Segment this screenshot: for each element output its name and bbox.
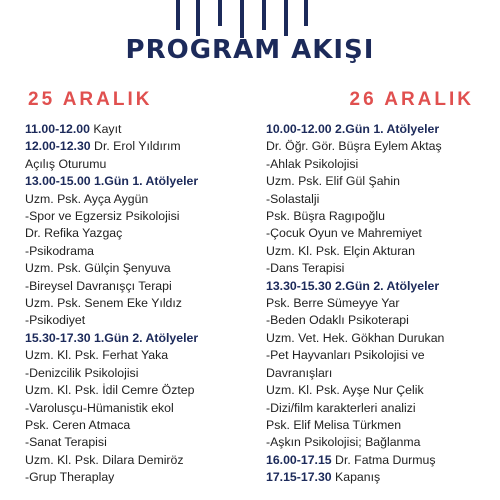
schedule-line bbox=[25, 295, 257, 312]
schedule-text: Dr. Erol Yıldırım bbox=[90, 139, 181, 154]
schedule-text: Uzm. Psk. Senem Eke Yıldız bbox=[25, 296, 182, 311]
schedule-line bbox=[266, 434, 498, 451]
schedule-text: Dr. Refika Yazgaç bbox=[25, 226, 123, 241]
schedule-line bbox=[266, 469, 498, 486]
schedule-text: -Beden Odaklı Psikoterapi bbox=[266, 313, 409, 328]
schedule-line bbox=[266, 417, 498, 434]
schedule-text: Uzm. Kl. Psk. Dilara Demiröz bbox=[25, 452, 184, 467]
schedule-time: 17.15-17.30 bbox=[266, 470, 332, 485]
schedule-column-day-2 bbox=[266, 121, 498, 487]
schedule-text: -Spor ve Egzersiz Psikolojisi bbox=[25, 209, 180, 224]
schedule-time: 13.30-15.30 2.Gün 2. Atölyeler bbox=[266, 278, 440, 293]
schedule-line bbox=[25, 347, 257, 364]
schedule-line bbox=[266, 365, 498, 382]
schedule-line bbox=[25, 260, 257, 277]
schedule-line bbox=[266, 260, 498, 277]
schedule-text: Uzm. Kl. Psk. İdil Cemre Öztep bbox=[25, 383, 195, 398]
schedule-line bbox=[25, 121, 257, 138]
schedule-text: Kayıt bbox=[89, 122, 122, 136]
schedule-line bbox=[25, 469, 257, 486]
schedule-column-day-1 bbox=[25, 121, 257, 487]
schedule-text: Uzm. Kl. Psk. Elçin Akturan bbox=[266, 243, 415, 258]
schedule-text: -Varolusçu-Hümanistik ekol bbox=[25, 400, 174, 415]
schedule-line bbox=[25, 173, 257, 190]
schedule-line bbox=[266, 225, 498, 242]
schedule-line bbox=[25, 365, 257, 382]
schedule-line bbox=[266, 191, 498, 208]
page-title: PROGRAM AKIŞI bbox=[125, 35, 375, 65]
schedule-text: -Bireysel Davranışçı Terapi bbox=[25, 278, 172, 293]
schedule-text: -Aşkın Psikolojisi; Bağlanma bbox=[266, 435, 421, 450]
schedule-text: Davranışları bbox=[266, 365, 333, 380]
schedule-line bbox=[266, 295, 498, 312]
schedule-time: 15.30-17.30 1.Gün 2. Atölyeler bbox=[25, 330, 199, 345]
schedule-line bbox=[25, 312, 257, 329]
schedule-line bbox=[25, 417, 257, 434]
schedule-line bbox=[266, 312, 498, 329]
schedule-text: Psk. Berre Sümeyye Yar bbox=[266, 296, 400, 311]
schedule-line bbox=[25, 138, 257, 155]
schedule-time: 16.00-17.15 bbox=[266, 452, 332, 467]
schedule-text: Dr. Öğr. Gör. Büşra Eylem Aktaş bbox=[266, 139, 442, 154]
schedule-line bbox=[266, 156, 498, 173]
schedule-line bbox=[266, 347, 498, 364]
schedule-text: Uzm. Psk. Ayça Aygün bbox=[25, 191, 149, 206]
schedule-text: -Denizcilik Psikolojisi bbox=[25, 365, 139, 380]
schedule-text: Dr. Fatma Durmuş bbox=[331, 452, 436, 467]
schedule-text: -Pet Hayvanları Psikolojisi ve bbox=[266, 348, 425, 363]
schedule-text: -Psikodiyet bbox=[25, 313, 86, 328]
schedule-text: Kapanış bbox=[331, 470, 381, 485]
schedule-line bbox=[266, 243, 498, 260]
schedule-line bbox=[25, 400, 257, 417]
schedule-line bbox=[25, 382, 257, 399]
schedule-line bbox=[25, 434, 257, 451]
schedule-time: 10.00-12.00 2.Gün 1. Atölyeler bbox=[266, 122, 440, 136]
schedule-line bbox=[266, 138, 498, 155]
schedule-text: Psk. Büşra Ragıpoğlu bbox=[266, 209, 385, 224]
schedule-text: -Ahlak Psikolojisi bbox=[266, 156, 359, 171]
schedule-line bbox=[25, 452, 257, 469]
schedule-text: -Çocuk Oyun ve Mahremiyet bbox=[266, 226, 422, 241]
schedule-line bbox=[266, 330, 498, 347]
schedule-text: -Psikodrama bbox=[25, 243, 95, 258]
schedule-text: Açılış Oturumu bbox=[25, 156, 107, 171]
schedule-line bbox=[25, 191, 257, 208]
schedule-line bbox=[25, 208, 257, 225]
schedule-line bbox=[25, 156, 257, 173]
schedule-text: Uzm. Kl. Psk. Ferhat Yaka bbox=[25, 348, 169, 363]
day-heading-2: 26 ARALIK bbox=[349, 89, 474, 110]
schedule-text: -Dizi/film karakterleri analizi bbox=[266, 400, 416, 415]
day-heading-1: 25 ARALIK bbox=[28, 89, 153, 110]
schedule-text: Uzm. Psk. Elif Gül Şahin bbox=[266, 174, 400, 189]
schedule-text: Uzm. Kl. Psk. Ayşe Nur Çelik bbox=[266, 383, 424, 398]
schedule-line bbox=[25, 243, 257, 260]
decorative-bars bbox=[0, 0, 500, 40]
schedule-time: 12.00-12.30 bbox=[25, 139, 91, 154]
schedule-text: -Solastalji bbox=[266, 191, 320, 206]
schedule-text: -Grup Theraplay bbox=[25, 470, 115, 485]
schedule-line bbox=[25, 278, 257, 295]
schedule-line bbox=[266, 400, 498, 417]
schedule-time: 11.00-12.00 bbox=[25, 122, 90, 136]
schedule-text: Uzm. Vet. Hek. Gökhan Durukan bbox=[266, 330, 445, 345]
schedule-line bbox=[266, 208, 498, 225]
schedule-text: Psk. Ceren Atmaca bbox=[25, 417, 131, 432]
schedule-line bbox=[266, 121, 498, 138]
schedule-text: -Dans Terapisi bbox=[266, 261, 345, 276]
schedule-time: 13.00-15.00 1.Gün 1. Atölyeler bbox=[25, 174, 199, 189]
schedule-line bbox=[266, 452, 498, 469]
schedule-text: -Sanat Terapisi bbox=[25, 435, 107, 450]
schedule-text: Psk. Elif Melisa Türkmen bbox=[266, 417, 402, 432]
schedule-line bbox=[25, 225, 257, 242]
schedule-line bbox=[266, 278, 498, 295]
schedule-line bbox=[266, 382, 498, 399]
schedule-text: Uzm. Psk. Gülçin Şenyuva bbox=[25, 261, 171, 276]
schedule-line bbox=[25, 330, 257, 347]
schedule-line bbox=[266, 173, 498, 190]
